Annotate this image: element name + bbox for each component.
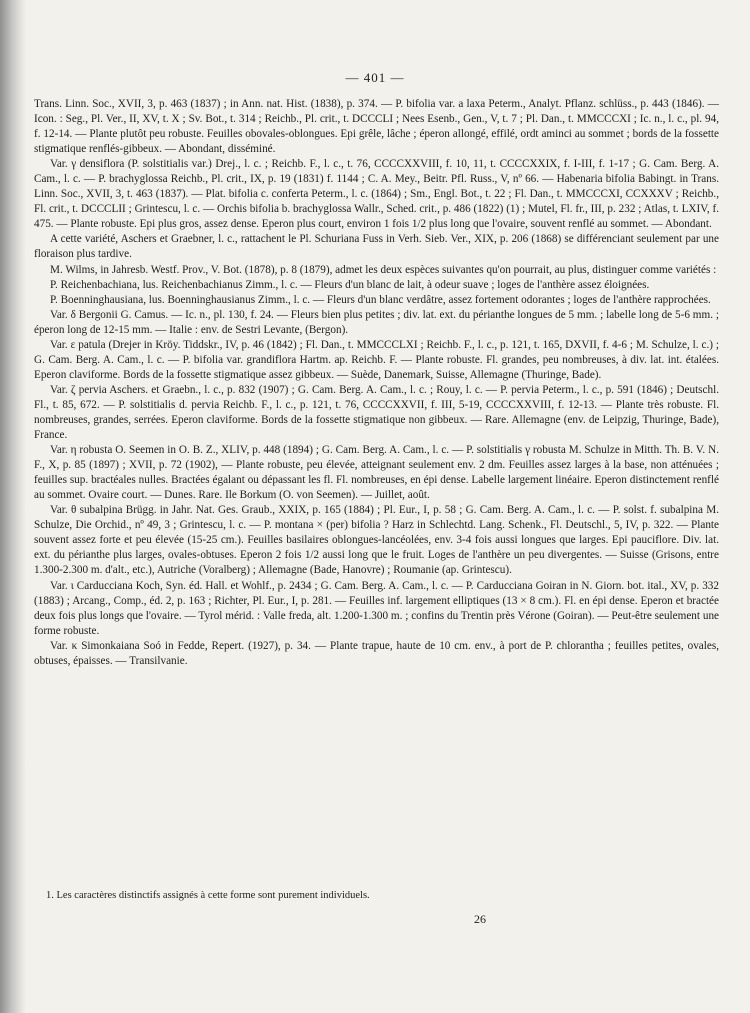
paragraph-var-simonkaiana: Var. κ Simonkaiana Soó in Fedde, Repert. (1927), p. 34. — Plante trapue, haute de 10 cm. env., à port de P. chlorantha ; feuilles petites, ovales, obtuses, épaisses. — Transilvanie. [34,639,719,667]
paragraph-var-densiflora: Var. γ densiflora (P. solstitialis var.) Drej., l. c. ; Reichb. F., l. c., t. 76, CCCCXXVIII, f. 10, 11, t. CCCCXXIX, f. I-III, f. 1-17 ; G. Cam. Berg. A. Cam., l. c. — P. brachyglossa Reichb., Pl. crit., IX, p. 19 (1831) f. 1144 ; C. A. Mey., Beitr. Pfl. Russ., V, nº 66. — Habenaria bifolia Babingt. in Trans. Linn. Soc., XVII, 3, t. 463 (1837). — Plat. bifolia c. conferta Peterm., l. c. (1864) ; Sm., Engl. Bot., t. 22 ; Fl. Dan., t. MMCCCXI, CCXXXV ; Reichb., Fl. crit., t. DCCCLII ; Grintescu, l. c. — Orchis bifolia b. brachyglossa Wallr., Sched. crit., p. 486 (1822) (1) ; Mutel, Fl. fr., III, p. 232 ; Atlas, t. LXIV, f. 475. — Plante robuste. Epi plus gros, assez dense. Eperon plus court, environ 1 fois 1/2 plus long que l'ovaire, souvent renflé au sommet. — Abondant. [34,158,719,231]
sheet-number: 26 [474,912,486,926]
paragraph-schuriana: A cette variété, Aschers et Graebner, l. c., rattachent le Pl. Schuriana Fuss in Verh. Sieb. Ver., XIX, p. 206 (1868) se différenciant seulement par une floraison plus tardive. [34,233,719,261]
paragraph-wilms: M. Wilms, in Jahresb. Westf. Prov., V. Bot. (1878), p. 8 (1879), admet les deux espèces suivantes qu'on pourrait, au plus, distinguer comme variétés : [50,263,717,276]
paragraph-var-carducciana: Var. ι Carducciana Koch, Syn. éd. Hall. et Wohlf., p. 2434 ; G. Cam. Berg. A. Cam., l. c. — P. Carducciana Goiran in N. Giorn. bot. ital., XV, p. 332 (1883) ; Arcang., Comp., éd. 2, p. 163 ; Richter, Pl. Eur., I, p. 281. — Feuilles inf. largement elliptiques (13 × 8 cm.). Fl. en épi dense. Eperon et bractée deux fois plus longs que l'ovaire. — Tyrol mérid. : Valle freda, alt. 1.200-1.300 m. ; confins du Trentin près Vérone (Goiran). — Peut-être seulement une forme robuste. [34,579,719,637]
paragraph-1: Trans. Linn. Soc., XVII, 3, p. 463 (1837) ; in Ann. nat. Hist. (1838), p. 374. — P. bifolia var. a laxa Peterm., Analyt. Pflanz. schlüss., p. 443 (1846). — Icon. : Seg., Pl. Ver., II, XV, t. X ; Sv. Bot., t. 314 ; Reichb., Pl. crit., t. DCCCLI ; Nees Esenb., Gen., V, t. 7 ; Pl. Dan., t. MMCCCXI ; Ic. n., l. c., pl. 94, f. 12-14. — Plante plutôt peu robuste. Feuilles obovales-oblongues. Epi grêle, lâche ; éperon allongé, effilé, ordt aminci au sommet ; bords de la fossette stigmatique renflés-gibbeux. — Abondant, disséminé. [34,98,719,156]
footnote: 1. Les caractères distinctifs assignés à cette forme sont purement individuels. [46,890,370,901]
page-gutter-shadow [0,0,26,1013]
paragraph-var-robusta: Var. η robusta O. Seemen in O. B. Z., XLIV, p. 448 (1894) ; G. Cam. Berg. A. Cam., l. c. — P. solstitialis γ robusta M. Schulze in Mitth. Th. B. V. N. F., X, p. 85 (1897) ; XVII, p. 72 (1902), — Plante robuste, peu élevée, atteignant seulement env. 2 dm. Feuilles assez larges à la base, non atténuées ; feuilles sup. bractéales nulles. Bractées égalant ou dépassant les fl. Fl. nombreuses, en épi dense. Labelle largement linéaire. Eperon distinctement renflé au sommet. Ovaire court. — Dunes. Rare. Ile Borkum (O. von Seemen). — Juillet, août. [34,444,719,502]
page-number: — 401 — [345,70,405,85]
paragraph-var-subalpina: Var. θ subalpina Brügg. in Jahr. Nat. Ges. Graub., XXIX, p. 165 (1884) ; Pl. Eur., I, p. 58 ; G. Cam. Berg. A. Cam., l. c. — P. solst. f. subalpina M. Schulze, Die Orchid., nº 49, 3 ; Grintescu, l. c. — P. montana × (per) bifolia ? Harz in Schlechtd. Lang. Schenk., Fl. Deutschl., 5, IV, p. 322. — Plante souvent assez forte et peu élevée (15-25 cm.). Feuilles basilaires oblongues-lancéolées, env. 3-4 fois aussi longues que larges. Epi pauciflore. Div. lat. ext. du périanthe plus larges, ovales-obtuses. Eperon 2 fois 1/2 aussi long que le fruit. Loges de l'anthère un peu divergentes. — Suisse (Grisons, entre 1.300-2.300 m. d'alt., etc.), Autriche (Voralberg) ; Allemagne (Bade, Hanovre) ; Roumanie (ap. Grintescu). [34,504,719,577]
paragraph-boenninghausiana: P. Boenninghausiana, lus. Boenninghausianus Zimm., l. c. — Fleurs d'un blanc verdâtre, assez fortement odorantes ; loges de l'anthère rapprochées. [50,293,711,306]
paragraph-var-patula: Var. ε patula (Drejer in Kröy. Tiddskr., IV, p. 46 (1842) ; Fl. Dan., t. MMCCCLXI ; Reichb. F., l. c., p. 121, t. 165, DXVII, f. 4-6 ; M. Schulze, l. c.) ; G. Cam. Berg. A. Cam., l. c. — P. bifolia var. grandiflora Hartm. ap. Reichb. F. — Plante robuste. Fl. grandes, peu nombreuses, à div. lat. int. étalées. Eperon claviforme. Bords de la fossette stigmatique assez gibbeux. — Suède, Danemark, Suisse, Allemagne (Thuringe, Bade). [34,338,719,381]
paragraph-reichenbachiana: P. Reichenbachiana, lus. Reichenbachianus Zimm., l. c. — Fleurs d'un blanc de lait, à odeur suave ; loges de l'anthère assez éloignées. [50,278,650,291]
paragraph-var-bergonii: Var. δ Bergonii G. Camus. — Ic. n., pl. 130, f. 24. — Fleurs bien plus petites ; div. lat. ext. du périanthe longues de 5 mm. ; labelle long de 5-6 mm. ; éperon long de 12-15 mm. — Italie : env. de Sestri Levante, (Bergon). [34,308,719,336]
paragraph-var-pervia: Var. ζ pervia Aschers. et Graebn., l. c., p. 832 (1907) ; G. Cam. Berg. A. Cam., l. c. ; Rouy, l. c. — P. pervia Peterm., l. c., p. 591 (1846) ; Deutschl. Fl., t. 85, 672. — P. solstitialis d. pervia Reichb. F., l. c., p. 121, t. 76, CCCCXXVII, f. III, 5-19, CCCCXXVIII, f. 12-13. — Plante très robuste. Fl. nombreuses, grandes, serrées. Eperon claviforme. Bords de la fossette stigmatique non gibbeux. — Rare. Allemagne (env. de Leipzig, Thuringe, Bade), France. [34,383,719,442]
body-text [34,97,719,669]
